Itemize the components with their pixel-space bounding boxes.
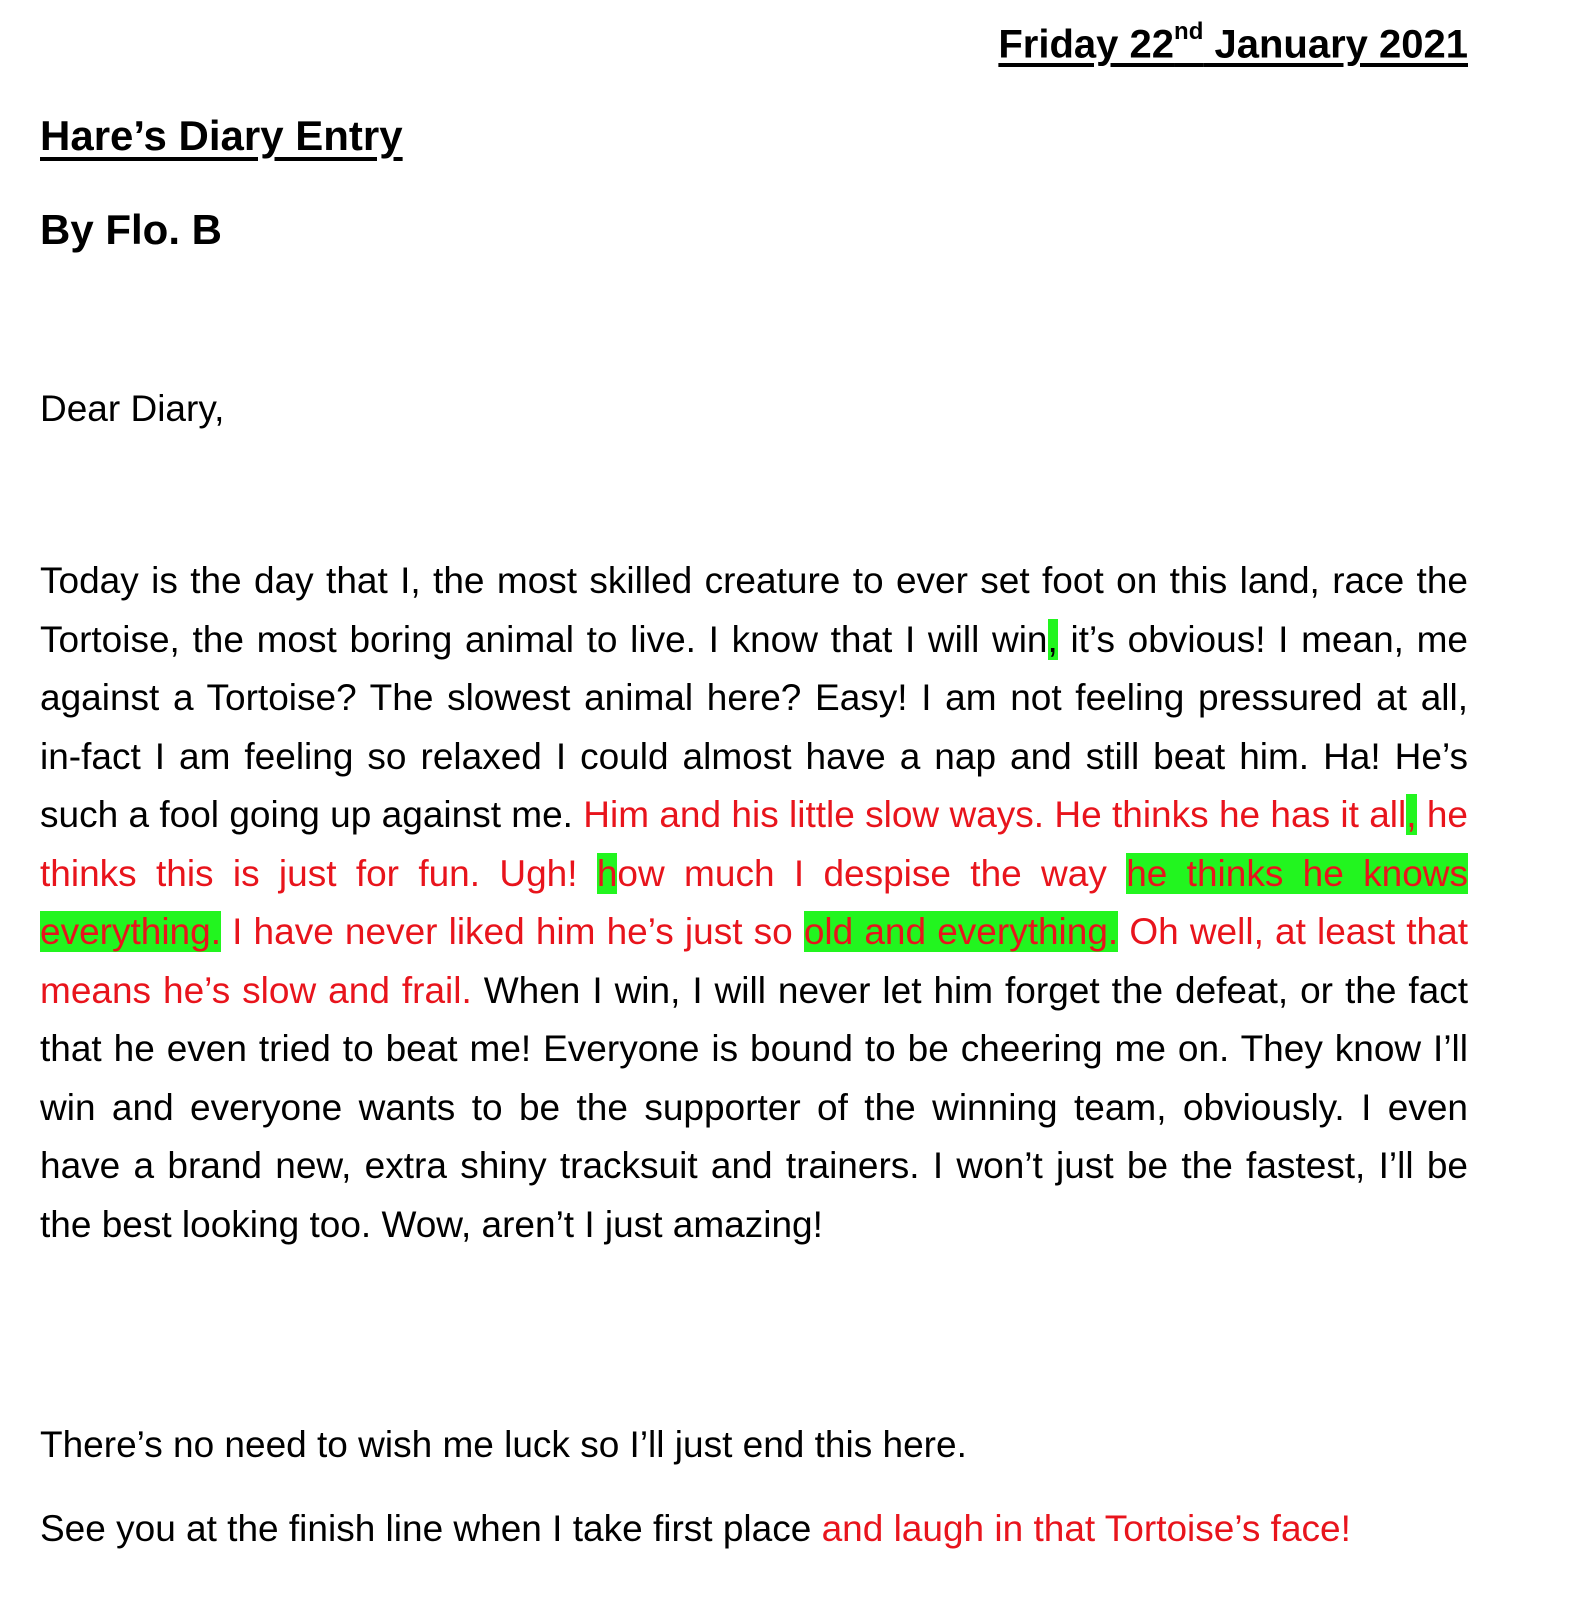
paragraph-text: it’s obvious! I mean, me against a Tortoise? The slowest animal here? Easy! I am not feeling pressured at all, in-fact I am feeling so relaxed I could almost have a nap and still beat him. Ha! He’s such a fool going up against me. xyxy=(40,618,1468,835)
highlighted-phrase: he thinks he knows everything. xyxy=(40,852,1468,952)
closing-red-text: and laugh in that Tortoise’s face! xyxy=(821,1508,1351,1549)
closing-line-1: There’s no need to wish me luck so I’ll just end this here. xyxy=(40,1424,967,1465)
highlighted-comma: , xyxy=(1047,618,1058,660)
page-title: Hare’s Diary Entry xyxy=(40,112,403,159)
paragraph-text: When I win, I will never let him forget the defeat, or the fact that he even tried to beat me! Everyone is bound to be cheering me on. They know I’ll win and everyone wants to be the supporter of the winning team, obviously. I even have a brand new, extra shiny tracksuit and trainers. I won’t just be the fastest, I’ll be the best looking too. Wow, aren’t I just amazing! xyxy=(40,969,1468,1245)
greeting: Dear Diary, xyxy=(40,388,225,429)
highlighted-comma: , xyxy=(1406,794,1417,835)
highlighted-letter: h xyxy=(596,852,618,894)
closing-black-text: See you at the finish line when I take first place xyxy=(40,1508,822,1549)
author-byline: By Flo. B xyxy=(40,206,223,253)
red-text: he thinks this is just for fun. Ugh! xyxy=(40,794,1468,894)
closing-line-2 xyxy=(40,1508,1351,1550)
main-paragraph xyxy=(40,552,1468,1254)
red-text: Him and his little slow ways. He thinks he has it all xyxy=(583,794,1407,835)
date-ordinal: nd xyxy=(1174,18,1204,45)
entry-date xyxy=(998,18,1468,67)
highlighted-phrase: old and everything. xyxy=(803,911,1119,952)
red-text: I have never liked him he’s just so xyxy=(221,911,804,952)
red-text: ow much I despise the way xyxy=(617,852,1127,894)
paragraph-text: Today is the day that I, the most skilled creature to ever set foot on this land, race the Tortoise, the most boring animal to live. I know that I will win xyxy=(40,560,1468,660)
date-day: Friday 22 xyxy=(998,22,1175,67)
date-month-year: January 2021 xyxy=(1203,22,1468,67)
red-text: Oh well, at least that means he’s slow and frail. xyxy=(40,911,1468,1011)
